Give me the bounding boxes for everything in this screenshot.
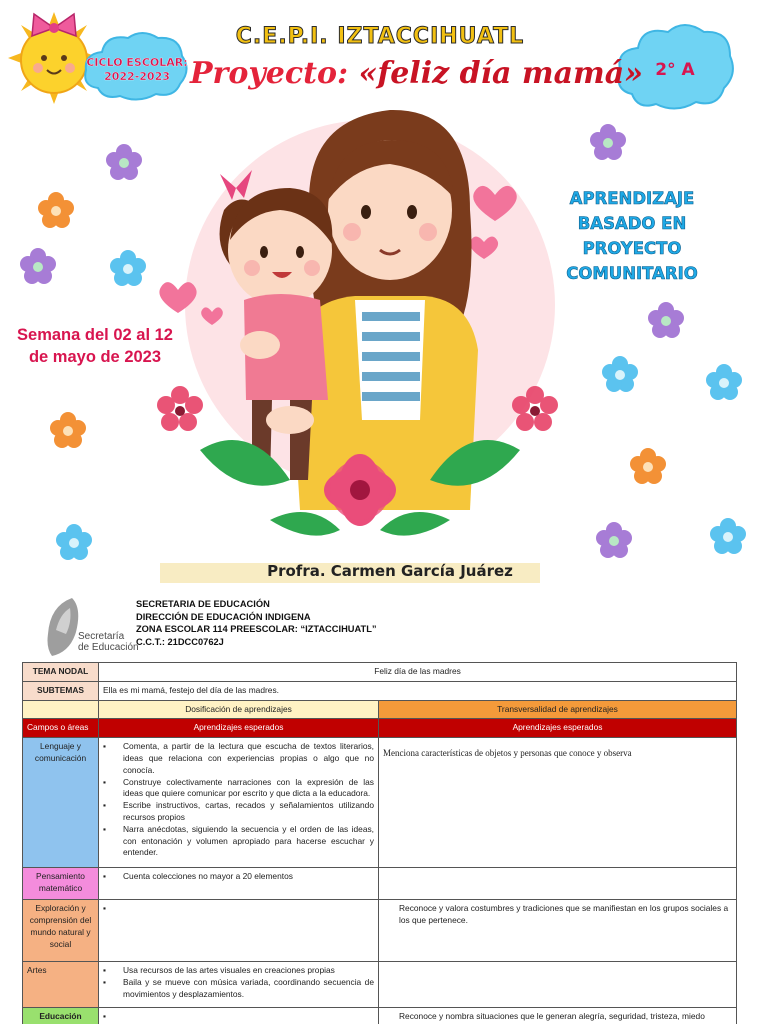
tema-nodal-value: Feliz día de las madres	[99, 663, 737, 682]
transversal-cell	[379, 868, 737, 900]
cycle-years: 2022-2023	[104, 70, 170, 83]
flower-decoration	[110, 250, 146, 286]
flower-decoration	[630, 448, 666, 484]
list-item: ▪ Construye colectivamente narraciones con la expresión de las ideas que quiere comunicar por escrito y que dicta a la educadora.	[103, 777, 374, 801]
flower-decoration	[706, 364, 742, 400]
flower-decoration	[710, 518, 746, 554]
methodology-line: APRENDIZAJE	[569, 189, 695, 208]
area-cell: Pensamiento matemático	[23, 868, 99, 900]
list-item: ▪ Usa recursos de las artes visuales en creaciones propias	[103, 965, 374, 977]
logo-text-line: de Educación	[78, 642, 139, 653]
week-dates	[14, 324, 176, 368]
column-header-row	[23, 719, 737, 738]
flower-decoration	[106, 144, 142, 180]
subtemas-value: Ella es mi mamá, festejo del día de las madres.	[99, 681, 737, 700]
flower-decoration	[602, 356, 638, 392]
transversalidad-header: Transversalidad de aprendizajes	[379, 700, 737, 719]
table-row	[23, 900, 737, 962]
subtemas-row	[23, 681, 737, 700]
header-line: DIRECCIÓN DE EDUCACIÓN INDIGENA	[136, 611, 311, 622]
institution-header	[136, 598, 377, 648]
aprendizajes-header: Aprendizajes esperados	[99, 719, 379, 738]
list-item: ▪ Comenta, a partir de la lectura que escucha de textos literarios, ideas que relaciona con experiencias propias o algo que no conocía.	[103, 741, 374, 776]
methodology-line: COMUNITARIO	[566, 264, 698, 283]
mother-daughter-illustration	[140, 100, 590, 570]
school-title: C.E.P.I. IZTACCIHUATL	[235, 24, 525, 49]
header-line: SECRETARIA DE EDUCACIÓN	[136, 599, 270, 609]
transversal-cell: Reconoce y valora costumbres y tradiciones que se manifiestan en los grupos sociales a los que pertenece.	[379, 900, 737, 962]
area-cell: Educación	[23, 1008, 99, 1024]
header-line: C.C.T.: 21DCC0762J	[136, 636, 224, 647]
subtemas-label: SUBTEMAS	[23, 681, 99, 700]
aprendizajes-cell	[99, 962, 379, 1008]
flower-decoration	[38, 192, 74, 228]
aprendizajes-cell	[99, 868, 379, 900]
methodology-label	[548, 186, 716, 286]
flower-decoration	[20, 248, 56, 284]
area-cell: Exploración y comprensión del mundo natural y social	[23, 900, 99, 962]
week-line: de mayo de 2023	[28, 348, 162, 366]
school-cycle-label	[84, 56, 190, 84]
methodology-line: PROYECTO	[582, 239, 682, 258]
table-row	[23, 962, 737, 1008]
list-item: ▪ Narra anécdotas, siguiendo la secuencia y el orden de las ideas, con entonación y volumen apropiado para hacerse escuchar y entender.	[103, 824, 374, 859]
blank-cell	[23, 700, 99, 719]
methodology-line: BASADO EN	[577, 214, 687, 233]
list-item: ▪ Escribe instructivos, cartas, recados y señalamientos utilizando recursos propios	[103, 800, 374, 824]
project-name: «feliz día mamá»	[358, 56, 643, 91]
sep-logo-text	[78, 631, 139, 653]
campos-header: Campos o áreas	[23, 719, 99, 738]
table-row	[23, 738, 737, 868]
project-label: Proyecto:	[190, 56, 349, 91]
table-row	[23, 1008, 737, 1024]
transversal-cell	[379, 962, 737, 1008]
aprendizajes-cell	[99, 738, 379, 868]
area-cell: Lenguaje y comunicación	[23, 738, 99, 868]
aprendizajes-cell	[99, 1008, 379, 1024]
transversal-cell: Reconoce y nombra situaciones que le generan alegría, seguridad, tristeza, miedo	[379, 1008, 737, 1024]
dosificacion-header: Dosificación de aprendizajes	[99, 700, 379, 719]
teacher-name: Profra. Carmen García Juárez	[267, 562, 513, 580]
flower-decoration	[590, 124, 626, 160]
area-cell: Artes	[23, 962, 99, 1008]
tema-nodal-row	[23, 663, 737, 682]
flower-decoration	[50, 412, 86, 448]
cycle-label: CICLO ESCOLAR:	[86, 56, 188, 69]
aprendizajes-cell	[99, 900, 379, 962]
flower-decoration	[596, 522, 632, 558]
list-item: ▪ Baila y se mueve con música variada, coordinando secuencia de movimientos y desplazamientos.	[103, 977, 374, 1001]
project-title	[190, 56, 643, 91]
aprendizajes-header: Aprendizajes esperados	[379, 719, 737, 738]
week-line: Semana del 02 al 12	[17, 326, 173, 344]
section-header-row	[23, 700, 737, 719]
transversal-cell: Menciona características de objetos y personas que conoce y observa	[379, 738, 737, 868]
flower-decoration	[56, 524, 92, 560]
learning-plan-table	[22, 662, 737, 1024]
grade-label: 2° A	[655, 60, 695, 80]
list-item: ▪ Cuenta colecciones no mayor a 20 elementos	[103, 871, 374, 883]
flower-decoration	[648, 302, 684, 338]
table-row	[23, 868, 737, 900]
logo-text-line: Secretaría	[78, 631, 125, 642]
tema-nodal-label: TEMA NODAL	[23, 663, 99, 682]
header-line: ZONA ESCOLAR 114 PREESCOLAR: “IZTACCIHUATL”	[136, 624, 377, 634]
